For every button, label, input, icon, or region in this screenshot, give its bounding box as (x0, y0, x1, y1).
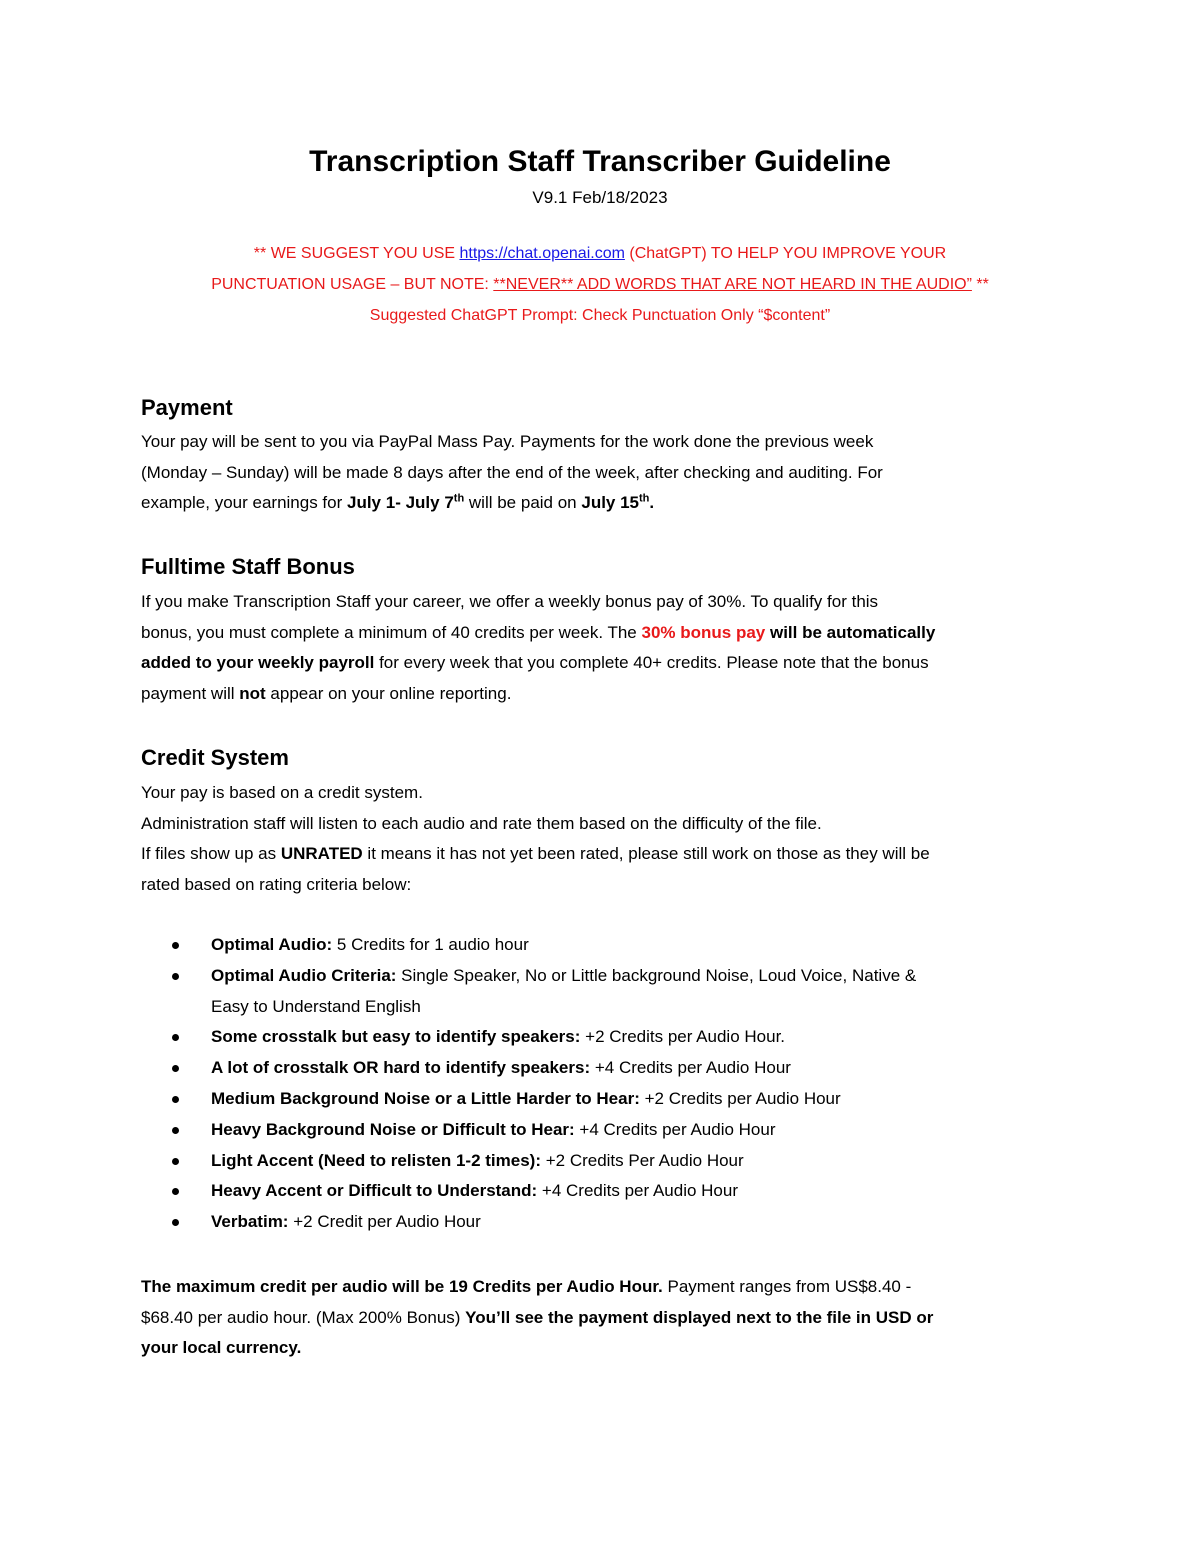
text: The maximum credit per audio will be 19 Credits per Audio Hour. (141, 1277, 663, 1296)
list-item (141, 961, 1041, 1023)
bullet-icon (172, 1158, 179, 1165)
never-add-words-warning: **NEVER** ADD WORDS THAT ARE NOT HEARD IN THE AUDIO” (493, 276, 972, 293)
criterion-value: +2 Credits per Audio Hour (639, 1088, 841, 1108)
notice-text: ** (971, 276, 989, 293)
bonus-line: If you make Transcription Staff your career, we offer a weekly bonus pay of 30%. To qualify for this (141, 592, 879, 611)
criterion-label: Some crosstalk but easy to identify speakers: (211, 1027, 581, 1047)
criterion-label: Light Accent (Need to relisten 1-2 times): (211, 1150, 541, 1170)
bullet-icon (172, 1065, 179, 1072)
criterion-value: +4 Credits per Audio Hour (537, 1181, 739, 1201)
text: $68.40 per audio hour. (Max 200% Bonus) (141, 1307, 466, 1327)
text: If files show up as (141, 844, 281, 863)
credit-paragraph (141, 778, 1071, 900)
summary-line (141, 1303, 1071, 1334)
notice-text: PUNCTUATION USAGE – BUT NOTE: (211, 276, 494, 293)
notice-text: (ChatGPT) TO HELP YOU IMPROVE YOUR (624, 245, 947, 262)
list-item (141, 930, 1041, 961)
payment-line: (Monday – Sunday) will be made 8 days after the end of the week, after checking and auditing. For (141, 462, 883, 482)
chatgpt-notice-line-2 (0, 273, 1200, 297)
bullet-icon (172, 1034, 179, 1041)
text: appear on your online reporting. (265, 683, 512, 703)
summary-line (141, 1333, 1071, 1364)
bonus-line (141, 648, 1071, 679)
criterion-value: +2 Credits Per Audio Hour (540, 1150, 744, 1170)
bullet-icon (172, 1096, 179, 1103)
text: You’ll see the payment displayed next to the file in USD or (465, 1307, 934, 1327)
chatgpt-prompt-suggestion: Suggested ChatGPT Prompt: Check Punctuation Only “$content” (369, 307, 831, 324)
list-item (141, 1146, 1041, 1177)
summary-line (141, 1272, 1071, 1303)
criterion-label: Heavy Background Noise or Difficult to Hear: (211, 1119, 575, 1139)
criterion-label: Medium Background Noise or a Little Harder to Hear: (211, 1088, 640, 1108)
text: Payment ranges from US$8.40 - (662, 1277, 912, 1296)
list-item (141, 1176, 1041, 1207)
credit-line: Your pay is based on a credit system. (141, 783, 423, 802)
list-item (141, 1053, 1041, 1084)
text: . (649, 493, 655, 512)
criterion-label: Verbatim: (211, 1212, 289, 1232)
text: will be paid on (464, 493, 582, 512)
bonus-heading: Fulltime Staff Bonus (141, 554, 355, 579)
credit-heading: Credit System (141, 745, 289, 770)
credit-line (141, 839, 1071, 870)
criterion-value: Easy to Understand English (211, 996, 421, 1016)
text: it means it has not yet been rated, please still work on those as they will be (362, 844, 930, 863)
payment-paragraph (141, 427, 1071, 519)
text: your local currency. (141, 1338, 302, 1357)
notice-text: ** WE SUGGEST YOU USE (253, 245, 460, 262)
text: will be automatically (765, 622, 936, 642)
criterion-label: Heavy Accent or Difficult to Understand: (211, 1181, 538, 1201)
summary-paragraph (141, 1272, 1071, 1364)
document-title: Transcription Staff Transcriber Guideline (309, 145, 891, 178)
chatgpt-link[interactable]: https://chat.openai.com (459, 245, 625, 262)
pay-date: July 15 (581, 493, 640, 512)
rating-criteria-list (141, 930, 1041, 1238)
criterion-value: +2 Credits per Audio Hour. (580, 1027, 786, 1047)
criterion-label: Optimal Audio: (211, 935, 333, 954)
unrated-label: UNRATED (280, 844, 363, 863)
list-item (141, 1022, 1041, 1053)
list-item (141, 1115, 1041, 1146)
text: example, your earnings for (141, 493, 347, 512)
bonus-line (141, 679, 1071, 710)
superscript: th (639, 492, 650, 505)
bullet-icon (172, 1127, 179, 1134)
payment-line: Your pay will be sent to you via PayPal Mass Pay. Payments for the work done the previous week (141, 432, 874, 451)
bullet-icon (172, 1188, 179, 1195)
bonus-paragraph (141, 587, 1071, 709)
bullet-icon (172, 942, 179, 949)
text: bonus, you must complete a minimum of 40 credits per week. The (141, 622, 642, 642)
criterion-value: +4 Credits per Audio Hour (574, 1119, 776, 1139)
bullet-icon (172, 973, 179, 980)
text: payment will (141, 683, 240, 703)
criterion-label: A lot of crosstalk OR hard to identify speakers: (211, 1058, 591, 1078)
bonus-line (141, 618, 1071, 649)
credit-line: Administration staff will listen to each audio and rate them based on the difficulty of the file. (141, 813, 822, 833)
criterion-value: +4 Credits per Audio Hour (590, 1058, 791, 1078)
criterion-value: 5 Credits for 1 audio hour (332, 935, 529, 954)
criterion-label: Optimal Audio Criteria: (211, 965, 397, 985)
bullet-icon (172, 1219, 179, 1226)
list-item (141, 1084, 1041, 1115)
criterion-value: Single Speaker, No or Little background Noise, Loud Voice, Native & (396, 965, 917, 985)
text: added to your weekly payroll (141, 653, 375, 672)
credit-line: rated based on rating criteria below: (141, 874, 412, 894)
date-range: July 1- July 7 (347, 493, 454, 512)
bonus-percentage: 30% bonus pay (641, 622, 766, 642)
list-item (141, 1207, 1041, 1238)
text: not (239, 683, 266, 703)
version-date: V9.1 Feb/18/2023 (532, 188, 668, 207)
superscript: th (453, 492, 465, 505)
payment-line (141, 488, 1071, 519)
text: for every week that you complete 40+ credits. Please note that the bonus (374, 653, 929, 672)
chatgpt-notice-line-1 (0, 242, 1200, 266)
payment-heading: Payment (141, 395, 233, 420)
criterion-value: +2 Credit per Audio Hour (288, 1212, 481, 1232)
